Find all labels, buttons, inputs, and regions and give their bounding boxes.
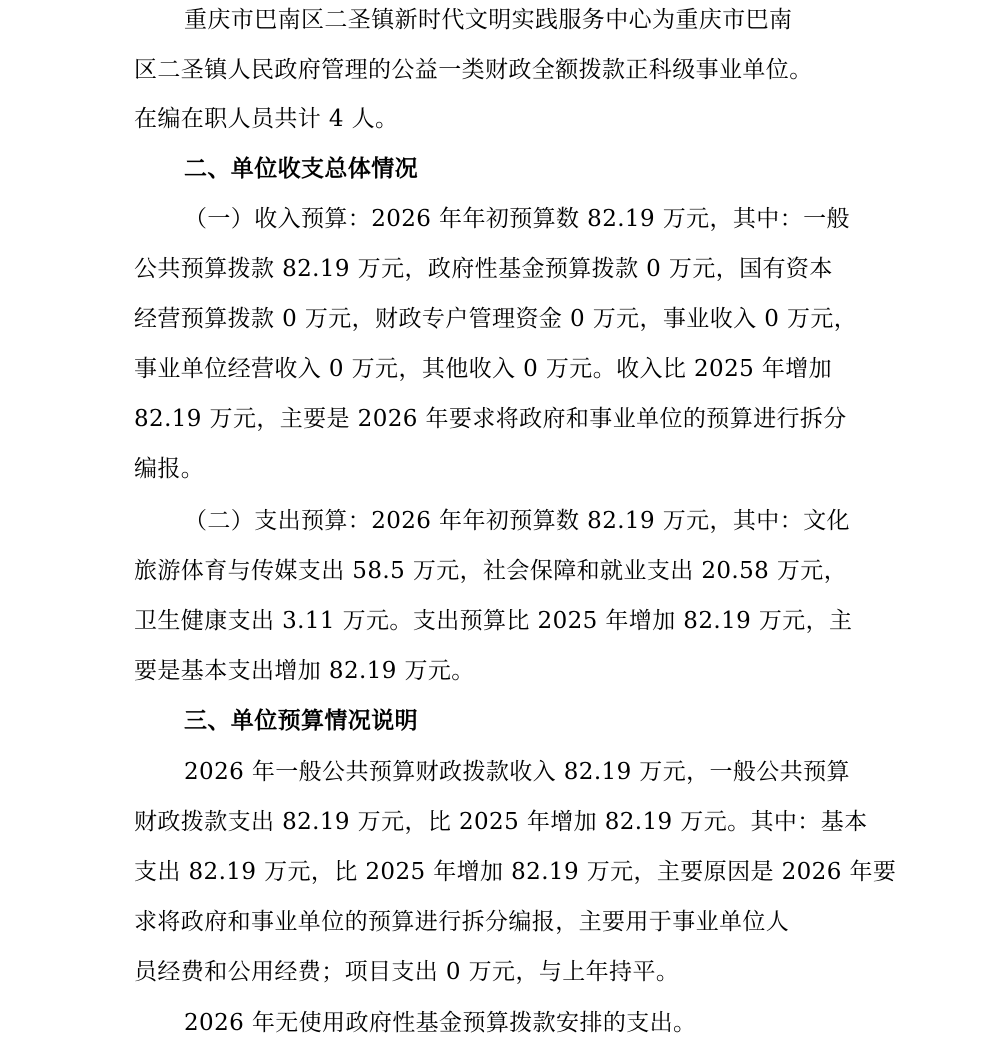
paragraph-line: （二）支出预算：2026 年年初预算数 82.19 万元，其中：文化 <box>184 508 850 534</box>
paragraph-line: 公共预算拨款 82.19 万元，政府性基金预算拨款 0 万元，国有资本 <box>134 256 833 282</box>
paragraph-line: 编报。 <box>134 456 205 482</box>
paragraph-line: 员经费和公用经费；项目支出 0 万元，与上年持平。 <box>134 959 680 985</box>
paragraph-line: 82.19 万元，主要是 2026 年要求将政府和事业单位的预算进行拆分 <box>134 406 847 432</box>
paragraph-line: 2026 年一般公共预算财政拨款收入 82.19 万元，一般公共预算 <box>184 759 850 785</box>
paragraph-line: 事业单位经营收入 0 万元，其他收入 0 万元。收入比 2025 年增加 <box>134 356 833 382</box>
paragraph-line: 要是基本支出增加 82.19 万元。 <box>134 658 475 684</box>
paragraph-line: 求将政府和事业单位的预算进行拆分编报，主要用于事业单位人 <box>134 909 790 935</box>
paragraph-line: 在编在职人员共计 4 人。 <box>134 106 399 132</box>
paragraph-line: 财政拨款支出 82.19 万元，比 2025 年增加 82.19 万元。其中：基本 <box>134 809 868 835</box>
paragraph-line: （一）收入预算：2026 年年初预算数 82.19 万元，其中：一般 <box>184 206 850 232</box>
paragraph-line: 重庆市巴南区二圣镇新时代文明实践服务中心为重庆市巴南 <box>184 7 793 33</box>
paragraph-line: 区二圣镇人民政府管理的公益一类财政全额拨款正科级事业单位。 <box>134 57 813 83</box>
section-heading: 三、单位预算情况说明 <box>184 707 418 734</box>
paragraph-line: 支出 82.19 万元，比 2025 年增加 82.19 万元，主要原因是 2026 年要 <box>134 859 897 885</box>
paragraph-line: 2026 年无使用政府性基金预算拨款安排的支出。 <box>184 1010 697 1036</box>
paragraph-line: 经营预算拨款 0 万元，财政专户管理资金 0 万元，事业收入 0 万元， <box>134 306 858 332</box>
paragraph-line: 卫生健康支出 3.11 万元。支出预算比 2025 年增加 82.19 万元，主 <box>134 608 853 634</box>
paragraph-line: 旅游体育与传媒支出 58.5 万元，社会保障和就业支出 20.58 万元， <box>134 558 848 584</box>
section-heading: 二、单位收支总体情况 <box>184 155 418 182</box>
